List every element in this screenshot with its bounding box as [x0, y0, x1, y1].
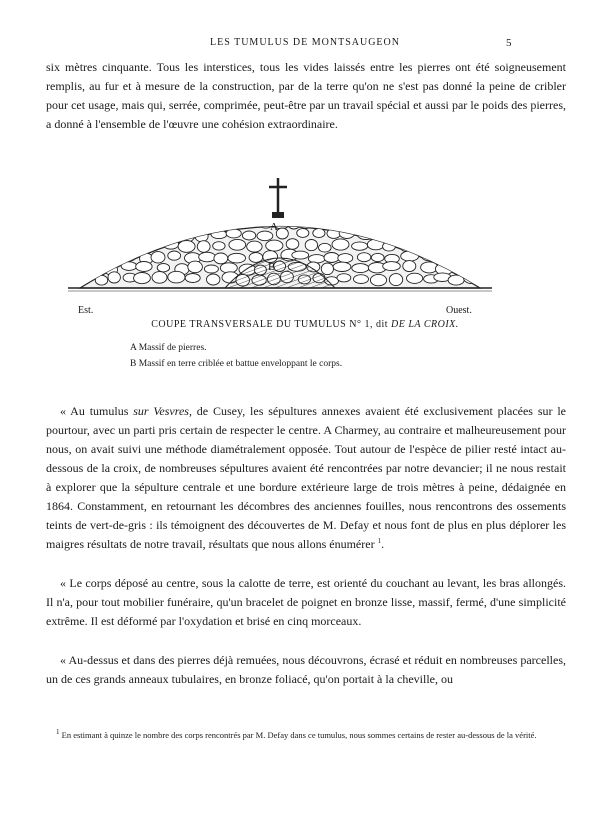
stone — [77, 261, 92, 271]
stone — [122, 228, 137, 239]
stone — [344, 208, 358, 220]
stone — [204, 265, 218, 273]
stone — [245, 195, 259, 206]
stone — [213, 242, 225, 250]
stone — [376, 197, 393, 207]
stone — [181, 217, 195, 229]
stone — [308, 209, 322, 217]
stone — [169, 195, 182, 207]
stone — [305, 240, 317, 251]
stone — [417, 218, 431, 226]
stone — [370, 274, 386, 285]
stone — [136, 262, 152, 272]
stone — [391, 208, 406, 217]
stone — [388, 199, 405, 208]
stone — [401, 251, 419, 261]
stone — [467, 208, 484, 220]
stone — [354, 275, 369, 284]
stone — [168, 251, 181, 260]
stone — [168, 219, 183, 229]
stone — [188, 261, 203, 273]
stone — [242, 231, 255, 240]
stone — [176, 207, 189, 219]
stone — [135, 240, 148, 249]
footnote-text: En estimant à quinze le nombre des corps rencontrés par M. Defay dans ce tumulus, nous sommes certains de rester au-dessous de la vérité. — [61, 730, 537, 740]
stone — [207, 274, 220, 285]
stone — [88, 232, 104, 241]
stone — [121, 240, 135, 249]
stone — [119, 251, 137, 262]
stone — [76, 241, 90, 252]
stone — [473, 220, 487, 230]
stone — [76, 198, 89, 207]
stone — [342, 198, 358, 207]
stone — [286, 239, 299, 250]
p2-end: . — [381, 537, 385, 551]
stone — [266, 240, 283, 251]
stone — [298, 208, 311, 219]
stone — [212, 207, 227, 218]
stone — [249, 253, 263, 263]
stone — [434, 210, 451, 218]
stone — [421, 228, 435, 240]
stone — [93, 242, 109, 252]
stone — [105, 231, 122, 239]
stone — [225, 218, 243, 229]
stone — [414, 240, 427, 249]
paragraph-1: six mètres cinquante. Tous les interstices, tous les vides laissés entre les pierres ont été soigneusement remplis, au fur et à mesure de la construction, par de la terre qu'on ne s'est pas donné la peine de cribler pour cet usage, mais qui, serrée, comprimée, peut-être par un travail spécial et aussi par le poids des pierres, a donné à l'ensemble de l'œuvre une cohésion extraordinaire. — [46, 60, 566, 131]
stone — [383, 262, 401, 271]
stone — [74, 274, 86, 284]
stone — [438, 229, 452, 240]
paragraph-3: « Le corps déposé au centre, sous la calotte de terre, est orienté du couchant au levant, les bras allongés. Il n'a, pour tout mobilier funéraire, qu'un bracelet de poignet en bronze lisse, massif, fermé, d'une simplicité extrême. Il est déformé par l'oxydation et brisé en cinq morceaux. — [46, 576, 566, 628]
stone — [407, 273, 423, 283]
stone — [308, 255, 325, 263]
stone — [446, 240, 462, 251]
p2-text: de Cusey, les sépultures annexes avaient été exclusivement placées sur le pourtour, avec un parti pris certain de respecter le centre. A Charmey, au contraire et malheureusement pour nous, on avait suivi une méthode diamétralement opposée. Tout autour de l'espèce de pilier resté intact au-dessous de la croix, de nombreuses sépultures avaient été rencontrées par notre devancier; il ne nous restait à explorer que la sépulture centrale et une bordure extérieure large de trois mètres à peine, dédaignée en 1864. Constamment, en retournant les décombres des anciennes fouilles, nous rencontrons des ossements teints de vert-de-gris : ils témoignent des découvertes de M. Defay et nous font de plus en plus déplorer les maigres résultats de notre travail, résultats que nous allons énumérer — [46, 404, 566, 551]
stone — [150, 220, 163, 230]
footnote-ref: 1 — [377, 537, 382, 545]
stone — [352, 264, 369, 273]
stone — [385, 218, 398, 226]
stone — [379, 209, 392, 218]
stone — [93, 251, 106, 261]
stone — [73, 207, 89, 215]
stone — [126, 208, 140, 216]
paragraph-4: « Au-dessus et dans des pierres déjà remuées, nous découvrons, écrasé et réduit en nombreuses parcelles, un de ces grands anneaux tubulaires, en bronze foliacé, qu'on portait à la cheville, ou — [46, 653, 566, 686]
stone — [135, 221, 151, 230]
stone — [400, 241, 415, 252]
stone — [87, 219, 103, 231]
paragraph-2 — [46, 402, 566, 554]
stone — [228, 253, 246, 263]
stone — [423, 208, 436, 218]
stone — [351, 219, 363, 230]
stone — [433, 196, 450, 207]
stone — [74, 250, 89, 261]
stone — [288, 219, 300, 229]
stone — [245, 206, 263, 216]
stone — [122, 220, 136, 230]
stone — [165, 232, 183, 241]
stone — [229, 239, 246, 250]
stone — [390, 230, 408, 242]
running-title: LES TUMULUS DE MONTSAUGEON — [210, 37, 400, 48]
stone — [339, 219, 354, 231]
stone — [218, 197, 231, 207]
stone — [135, 194, 153, 206]
stone — [95, 275, 107, 285]
stone — [214, 253, 228, 264]
stone — [108, 272, 120, 283]
stone — [122, 198, 135, 208]
label-est: Est. — [78, 305, 94, 316]
label-ouest: Ouest. — [446, 305, 472, 316]
label-b: B — [268, 261, 276, 273]
stone — [197, 241, 210, 253]
stone — [152, 199, 165, 209]
stone — [168, 271, 185, 283]
stone — [460, 228, 474, 239]
stone — [396, 218, 411, 228]
stone — [150, 240, 166, 249]
stone — [228, 208, 246, 219]
stone — [89, 209, 103, 217]
stone — [361, 210, 374, 219]
stone — [183, 198, 197, 207]
stone — [463, 195, 477, 206]
page-number: 5 — [506, 37, 512, 49]
stone — [367, 239, 384, 250]
stone — [151, 229, 167, 240]
stone — [329, 195, 343, 204]
stone — [421, 250, 437, 261]
stone — [244, 218, 259, 227]
stone — [292, 251, 309, 259]
stone — [134, 273, 151, 284]
stone — [372, 229, 386, 239]
stone — [297, 229, 309, 238]
p2-open: « Au tumulus — [60, 404, 129, 418]
footnote — [46, 729, 566, 741]
stone — [405, 230, 419, 241]
stone — [422, 199, 435, 207]
stone — [199, 252, 216, 262]
stone — [87, 263, 103, 273]
stone — [357, 229, 374, 240]
stone — [462, 242, 474, 253]
stone — [352, 242, 368, 250]
stone — [328, 207, 342, 216]
caption-italic: DE LA CROIX. — [391, 319, 459, 330]
stone — [106, 253, 123, 264]
stone — [450, 250, 463, 261]
stone — [202, 196, 214, 208]
stone — [460, 219, 474, 230]
label-a: A — [270, 221, 278, 233]
stone — [322, 217, 334, 228]
stone — [157, 264, 169, 272]
stone — [359, 197, 375, 207]
stone — [77, 221, 91, 229]
stone — [365, 222, 381, 231]
stone — [464, 263, 481, 273]
stone — [338, 254, 353, 263]
stone — [434, 252, 450, 264]
stone — [211, 230, 227, 238]
stone — [104, 199, 120, 207]
caption-main: COUPE TRANSVERSALE DU TUMULUS N° 1, dit — [151, 319, 388, 330]
stone — [216, 219, 229, 228]
stone — [76, 232, 89, 242]
stone — [313, 229, 325, 238]
stone — [104, 218, 117, 230]
stone — [89, 195, 106, 205]
stone — [191, 210, 207, 220]
stone — [233, 198, 246, 207]
legend-b: B Massif en terre criblée et battue enveloppant le corps. — [130, 359, 343, 369]
stone — [324, 253, 339, 263]
stone — [142, 207, 155, 216]
p2-italic: sur Vesvres, — [133, 404, 192, 418]
tumulus-cross-section-figure — [60, 170, 500, 310]
stone — [453, 207, 466, 218]
stone — [337, 274, 351, 282]
stone — [321, 263, 333, 275]
stone — [403, 261, 416, 272]
stone — [319, 243, 332, 252]
stone — [185, 274, 200, 283]
page-header — [0, 37, 610, 51]
stone — [332, 239, 349, 250]
stone — [389, 274, 402, 286]
stone — [108, 243, 121, 253]
stone — [402, 198, 418, 209]
stone — [195, 231, 208, 242]
stone — [152, 272, 167, 284]
stone — [178, 241, 195, 253]
footnote-mark: 1 — [56, 728, 60, 737]
stone — [281, 197, 296, 206]
stone — [295, 195, 309, 206]
stone — [247, 241, 262, 252]
stone — [464, 272, 481, 284]
figure-caption — [0, 319, 610, 330]
stone — [312, 198, 329, 209]
stone — [108, 208, 122, 220]
stone — [276, 228, 288, 239]
stone — [136, 230, 151, 240]
stone — [157, 208, 171, 218]
stone — [428, 219, 441, 228]
stone — [463, 251, 477, 261]
stone — [333, 262, 351, 271]
cross-icon — [269, 178, 287, 215]
stone — [429, 242, 441, 251]
legend-a: A Massif de pierres. — [130, 343, 207, 353]
stone — [200, 219, 217, 229]
stone — [440, 218, 457, 228]
stone — [404, 209, 419, 219]
stone — [357, 253, 370, 262]
stone — [151, 252, 165, 263]
stone — [421, 262, 438, 273]
stone — [450, 195, 464, 205]
stone — [121, 262, 137, 271]
stone — [371, 253, 384, 261]
